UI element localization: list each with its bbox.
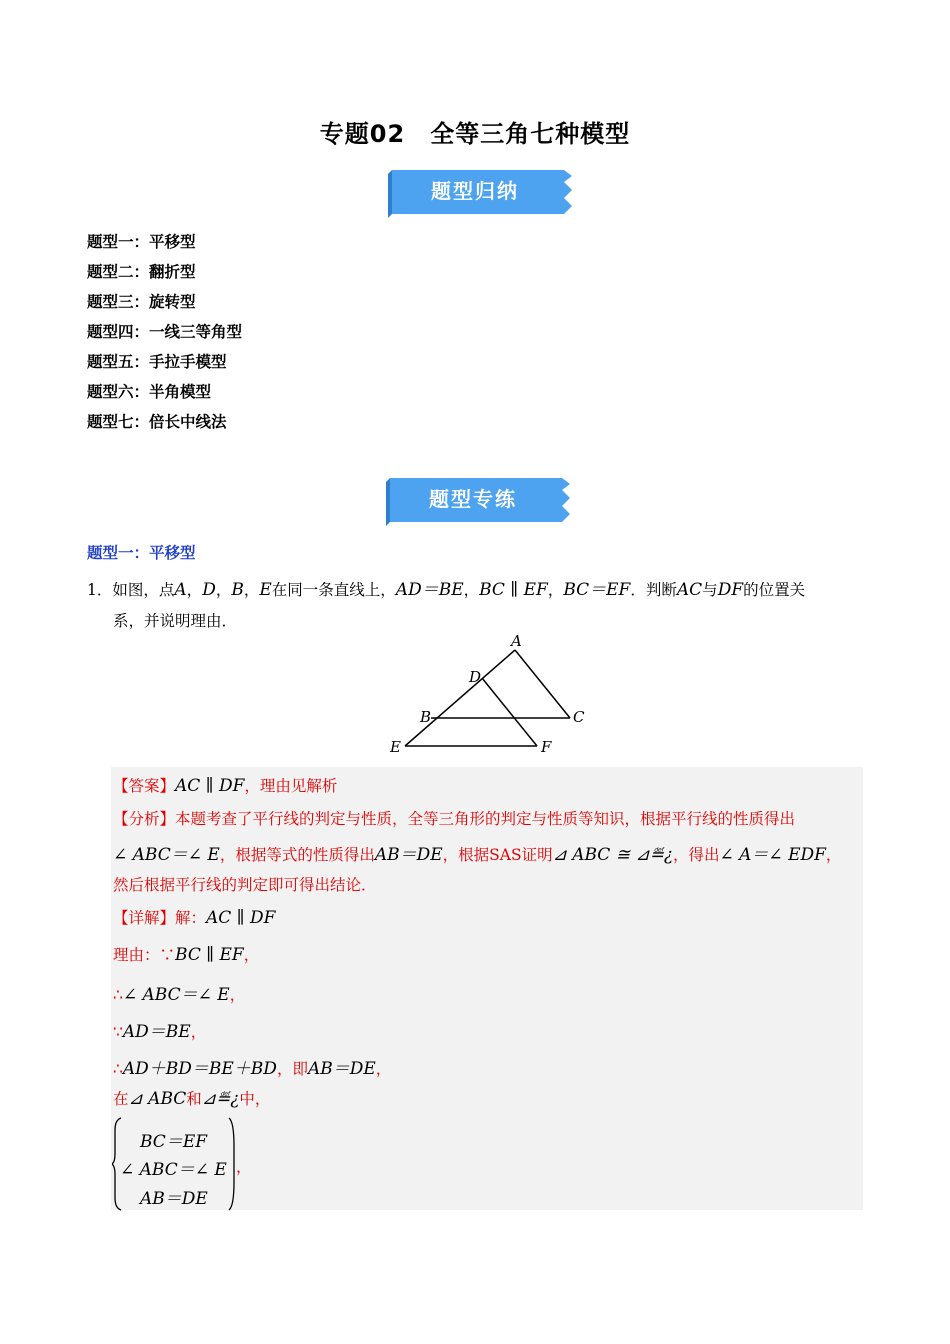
solution-text: ， <box>190 1023 207 1041</box>
topic-item: 题型五：手拉手模型 <box>87 353 227 371</box>
question-text: ， <box>463 581 480 599</box>
solution-line <box>113 980 245 1005</box>
math: BC ∥ EF <box>175 945 244 965</box>
math: AB＝DE <box>307 1059 376 1079</box>
question-line-1 <box>87 575 805 600</box>
topic-item: 题型七：倍长中线法 <box>87 413 227 431</box>
equation-row: AB＝DE <box>140 1189 208 1209</box>
math: BC＝EF <box>563 580 631 600</box>
math: AD＝BE <box>395 580 464 600</box>
question-text: 在同一条直线上， <box>271 581 396 599</box>
math: ⊿ ABC <box>128 1089 187 1109</box>
question-text: 的位置关 <box>743 581 806 599</box>
analysis-text: 本题考查了平行线的判定与性质，全等三角形的判定与性质等知识，根据平行线的性质得出 <box>175 810 796 828</box>
banner-summary-text: 题型归纳 <box>431 179 519 203</box>
math: B <box>231 580 244 600</box>
equation-row: ∠ ABC＝∠ E <box>120 1160 227 1180</box>
topic-list <box>87 230 242 440</box>
solution-text: 理由：∵ <box>113 946 176 964</box>
math: A <box>174 580 187 600</box>
solution-line <box>113 1017 206 1042</box>
label-e: E <box>390 738 401 756</box>
math: AD＋BD＝BE＋BD <box>122 1059 277 1079</box>
solution-line <box>113 943 259 965</box>
topic-item: 题型四：一线三等角型 <box>87 323 243 341</box>
analysis-text: ，根据等式的性质得出 <box>219 846 375 864</box>
banner-summary <box>386 166 586 220</box>
solution-text: ∵ <box>113 1023 123 1041</box>
math: AC <box>676 580 703 600</box>
solution-text: 和 <box>186 1090 202 1108</box>
banner-practice-text: 题型专练 <box>429 487 517 511</box>
math: ∠ ABC＝∠ E <box>113 845 220 865</box>
question-text: 如图，点 <box>112 581 175 599</box>
question-number: 1． <box>87 581 113 599</box>
equation-row: BC＝EF <box>140 1132 208 1152</box>
solution-text: ， <box>375 1060 392 1078</box>
math: AD＝BE <box>122 1022 191 1042</box>
solution-line <box>113 1087 270 1109</box>
question-text: ， <box>215 581 232 599</box>
question-text: 与 <box>702 581 718 599</box>
section-heading: 题型一：平移型 <box>87 544 196 562</box>
math: AC ∥ DF <box>175 776 245 796</box>
question-text: ， <box>186 581 203 599</box>
solution-text: ， <box>243 946 260 964</box>
question-text: ， <box>243 581 260 599</box>
answer-text: ，理由见解析 <box>244 777 338 795</box>
segment-ac <box>515 650 570 718</box>
analysis-text: ，得出 <box>672 846 720 864</box>
analysis-line <box>113 807 795 829</box>
solution-line <box>113 1054 391 1079</box>
banner-practice <box>384 474 584 528</box>
answer-line <box>113 774 337 796</box>
question-line-2: 系，并说明理由． <box>113 612 238 630</box>
label-c: C <box>573 708 585 726</box>
segment-df <box>482 678 537 746</box>
solution-text: ， <box>229 986 246 1004</box>
math: E <box>259 580 272 600</box>
solution-text: 中， <box>239 1090 271 1108</box>
topic-item: 题型一：平移型 <box>87 233 196 251</box>
topic-item: 题型三：旋转型 <box>87 293 196 311</box>
math: AB＝DE <box>374 845 443 865</box>
math: ∠ A＝∠ EDF <box>719 845 826 865</box>
math: DF <box>717 580 744 600</box>
geometry-figure <box>385 632 595 760</box>
solution-tag: 【详解】 <box>113 909 176 927</box>
solution-text: ，即 <box>276 1060 308 1078</box>
answer-tag: 【答案】 <box>113 777 176 795</box>
math: BC ∥ EF <box>479 580 548 600</box>
math: D <box>202 580 216 600</box>
solution-line <box>113 906 275 928</box>
label-b: B <box>420 708 432 726</box>
question-text: ．判断 <box>630 581 677 599</box>
analysis-line: 然后根据平行线的判定即可得出结论． <box>113 876 377 894</box>
solution-text: ∴ <box>113 1060 123 1078</box>
label-f: F <box>541 738 552 756</box>
math: ∠ ABC＝∠ E <box>122 985 230 1005</box>
topic-item: 题型六：半角模型 <box>87 383 212 401</box>
page-title: 专题02 全等三角七种模型 <box>319 120 631 148</box>
solution-text: ∴ <box>113 986 123 1004</box>
analysis-line <box>113 840 841 865</box>
topic-item: 题型二：翻折型 <box>87 263 196 281</box>
analysis-text: ，根据SAS证明 <box>442 846 553 864</box>
math: AC ∥ DF <box>206 908 276 928</box>
math: ⊿≝¿ <box>201 1089 240 1109</box>
solution-text: 在 <box>113 1090 129 1108</box>
analysis-text: ， <box>825 846 842 864</box>
solution-text: 解： <box>175 909 207 927</box>
math: ⊿ ABC ≅ ⊿≝¿ <box>552 845 673 865</box>
label-a: A <box>511 632 522 650</box>
question-text: ， <box>547 581 564 599</box>
label-d: D <box>469 668 482 686</box>
analysis-tag: 【分析】 <box>113 810 176 828</box>
solution-text: ， <box>236 1158 252 1176</box>
